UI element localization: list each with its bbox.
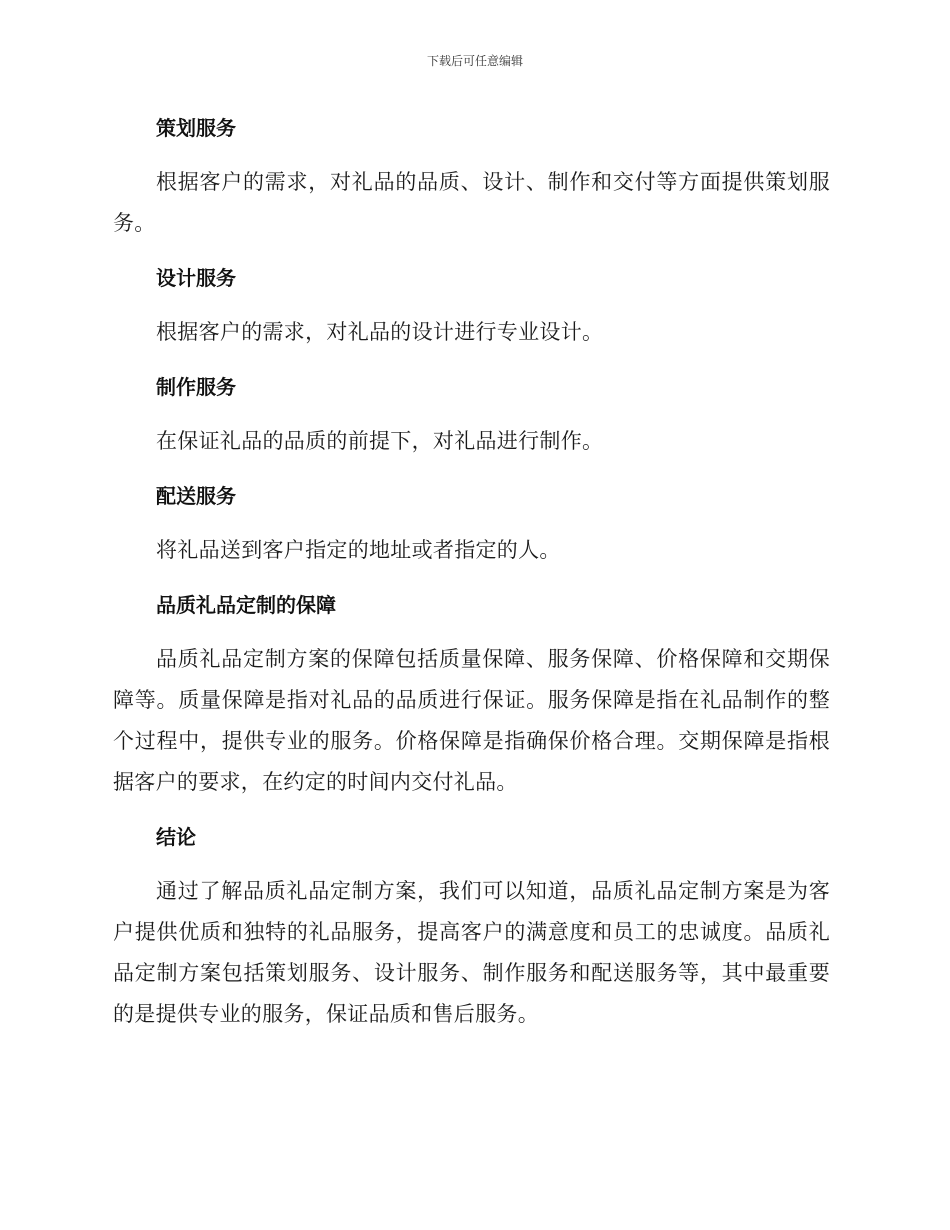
document-body [113, 108, 830, 1035]
section-body-delivery: 将礼品送到客户指定的地址或者指定的人。 [156, 538, 561, 562]
page-header: 下载后可任意编辑 [426, 54, 523, 68]
section-heading-guarantee: 品质礼品定制的保障 [156, 593, 336, 617]
section-body-production: 在保证礼品的品质的前提下，对礼品进行制作。 [156, 429, 604, 453]
section-body-guarantee: 品质礼品定制方案的保障包括质量保障、服务保障、价格保障和交期保障等。质量保障是指对礼品的品质进行保证。服务保障是指在礼品制作的整个过程中，提供专业的服务。价格保障是指确保价格合理。交期保障是指根据客户的要求，在约定的时间内交付礼品。 [113, 647, 830, 794]
section-heading-conclusion: 结论 [156, 825, 196, 849]
section-body-planning: 根据客户的需求，对礼品的品质、设计、制作和交付等方面提供策划服务。 [113, 170, 830, 235]
section-body-conclusion: 通过了解品质礼品定制方案，我们可以知道，品质礼品定制方案是为客户提供优质和独特的礼品服务，提高客户的满意度和员工的忠诚度。品质礼品定制方案包括策划服务、设计服务、制作服务和配送服务等，其中最重要的是提供专业的服务，保证品质和售后服务。 [113, 879, 830, 1026]
section-heading-planning: 策划服务 [156, 116, 236, 140]
section-body-design: 根据客户的需求，对礼品的设计进行专业设计。 [156, 320, 604, 344]
section-heading-delivery: 配送服务 [156, 484, 236, 508]
section-heading-production: 制作服务 [156, 375, 236, 399]
section-heading-design: 设计服务 [156, 266, 236, 290]
